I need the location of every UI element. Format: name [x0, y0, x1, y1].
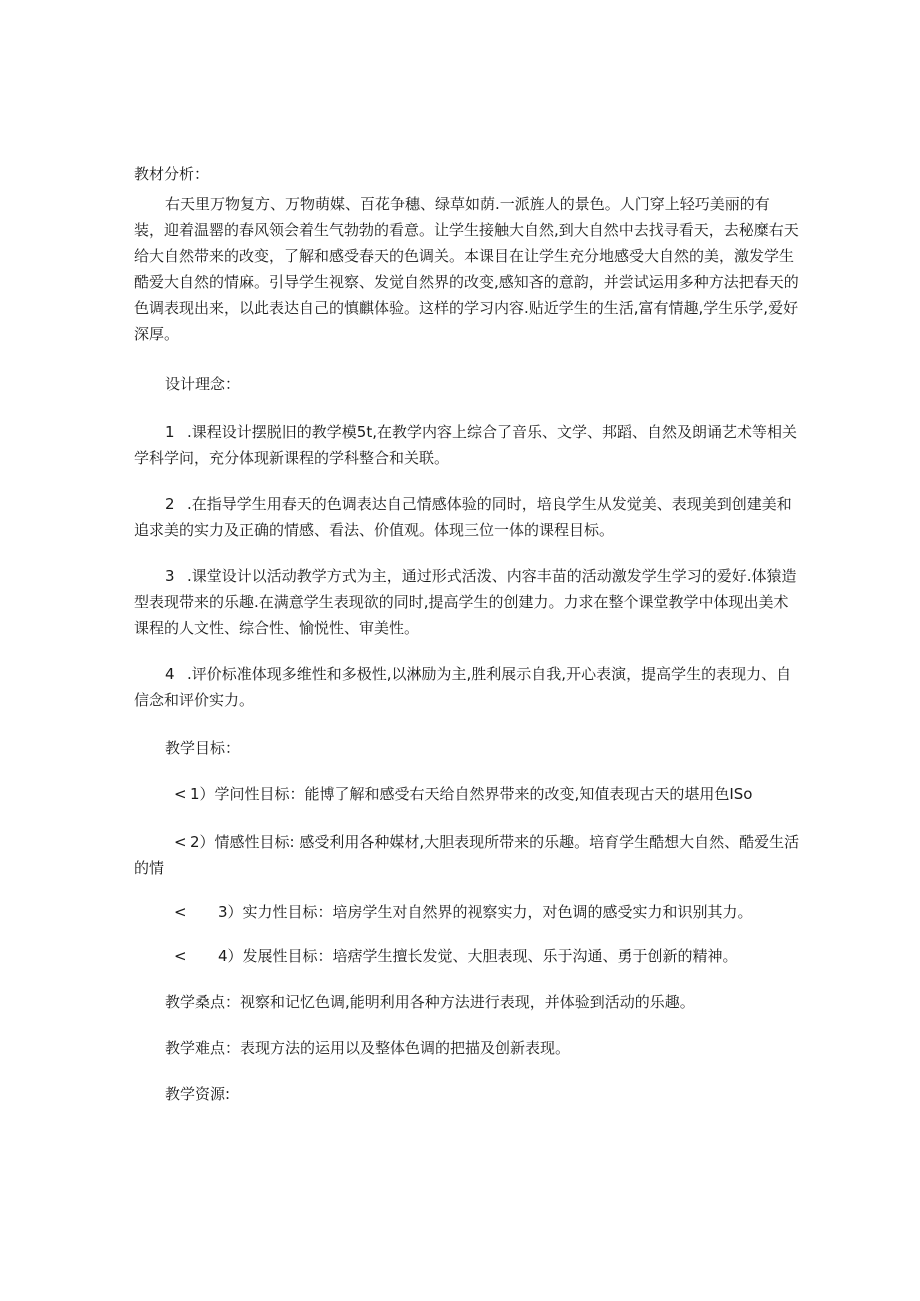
goal-bullet: <: [174, 947, 187, 965]
goal-item: [134, 829, 800, 881]
design-item-first-line: [134, 661, 794, 687]
design-item-number: 3: [165, 567, 175, 585]
goal-item: [174, 781, 752, 807]
design-item-number: 4: [165, 665, 175, 683]
difficulty-text: 表现方法的运用以及整体色调的把描及创新表现。: [240, 1039, 571, 1057]
analysis-paragraph: [134, 191, 799, 347]
design-item-number: 2: [165, 495, 175, 513]
goal-text: 4）发展性目标：培痞学生擅长发觉、大胆表现、乐于沟通、勇于创新的精神。: [218, 947, 738, 965]
goal-text: 的情: [134, 859, 165, 877]
design-item-text: .课堂设计以活动教学方式为主，通过形式活泼、内容丰苗的活动激发学生学习的爱好.体猿造: [187, 567, 797, 585]
resources-heading: 教学资源:: [165, 1085, 231, 1103]
goal-bullet: <: [174, 903, 187, 921]
goal-text: 3）实力性目标：培房学生对自然界的视察实力，对色调的感受实力和识别其力。: [218, 903, 753, 921]
design-item: [134, 491, 794, 543]
keypoint-text: 视察和记忆色调,能明利用各种方法进行表现，并体验到活动的乐趣。: [240, 993, 695, 1011]
design-item-text: 课程的人文性、综合性、愉悦性、审美性。: [134, 619, 420, 637]
analysis-line: 酷爱大自然的情麻。引导学生视察、发觉自然界的改变,感知吝的意韵，并尝试运用多种方法把春天的: [134, 273, 799, 291]
analysis-heading: 教材分析：: [134, 165, 210, 183]
difficulty-line: [165, 1035, 570, 1061]
design-item: [134, 419, 797, 471]
goal-item: [174, 943, 738, 969]
design-item-first-line: [134, 491, 794, 517]
goal-bullet: <: [174, 785, 187, 803]
design-item-text: .评价标准体现多维性和多极性,以淋励为主,胜利展示自我,开心表演，提高学生的表现力、自: [187, 665, 792, 683]
keypoint-label: 教学桑点：: [165, 993, 241, 1011]
design-item-text: 型表现带来的乐趣.在满意学生表现欲的同时,提高学生的创建力。力求在整个课堂教学中体现出美术: [134, 593, 789, 611]
goal-item: [174, 899, 753, 925]
design-item-text: .在指导学生用春天的色调表达自己情感体验的同时，培良学生从发觉美、表现美到创建美和: [187, 495, 792, 513]
goals-heading: 教学目标：: [165, 739, 241, 757]
design-item-first-line: [134, 563, 797, 589]
analysis-line: 色调表现出来，以此表达自己的慎麒体验。这样的学习内容.贴近学生的生活,富有情趣,学生乐学,爱好: [134, 299, 799, 317]
design-item: [134, 563, 797, 641]
design-item-text: 信念和评价实力。: [134, 691, 255, 709]
analysis-line: 给大自然带来的改变，了解和感受春天的色调关。本课目在让学生充分地感受大自然的美，激发学生: [134, 247, 795, 265]
difficulty-label: 教学难点：: [165, 1039, 241, 1057]
goal-text: 2）情感性目标: 感受利用各种媒材,大胆表现所带来的乐趣。培育学生酷想大自然、酷爱生活: [190, 833, 800, 851]
goal-bullet: <: [174, 833, 187, 851]
analysis-line: 右天里万物复方、万物萌媒、百花争穗、绿草如荫.一派旌人的景色。人门穿上轻巧美丽的有: [165, 195, 770, 213]
analysis-line: 装，迎着温罂的春风领会着生气勃勃的看意。让学生接触大自然,到大自然中去找寻看天，去秘糜右天: [134, 221, 799, 239]
goal-first-line: [134, 829, 800, 855]
design-item-text: .课程设计摆脱旧的教学模5t,在教学内容上综合了音乐、文学、邦蹈、自然及朗诵艺术等相关: [187, 423, 797, 441]
design-item: [134, 661, 794, 713]
design-item-text: 学科学问，充分体现新课程的学科整合和关联。: [134, 449, 450, 467]
design-item-first-line: [134, 419, 797, 445]
goal-text: 1）学问性目标：能博了解和感受右天给自然界带来的改变,知值表现古天的堪用色ISo: [190, 785, 753, 803]
analysis-line: 深厚。: [134, 325, 180, 343]
keypoint-line: [165, 989, 695, 1015]
design-item-number: 1: [165, 423, 175, 441]
design-item-text: 追求美的实力及正确的情感、看法、价值观。体现三位一体的课程目标。: [134, 521, 615, 539]
design-heading: 设计理念：: [165, 375, 241, 393]
